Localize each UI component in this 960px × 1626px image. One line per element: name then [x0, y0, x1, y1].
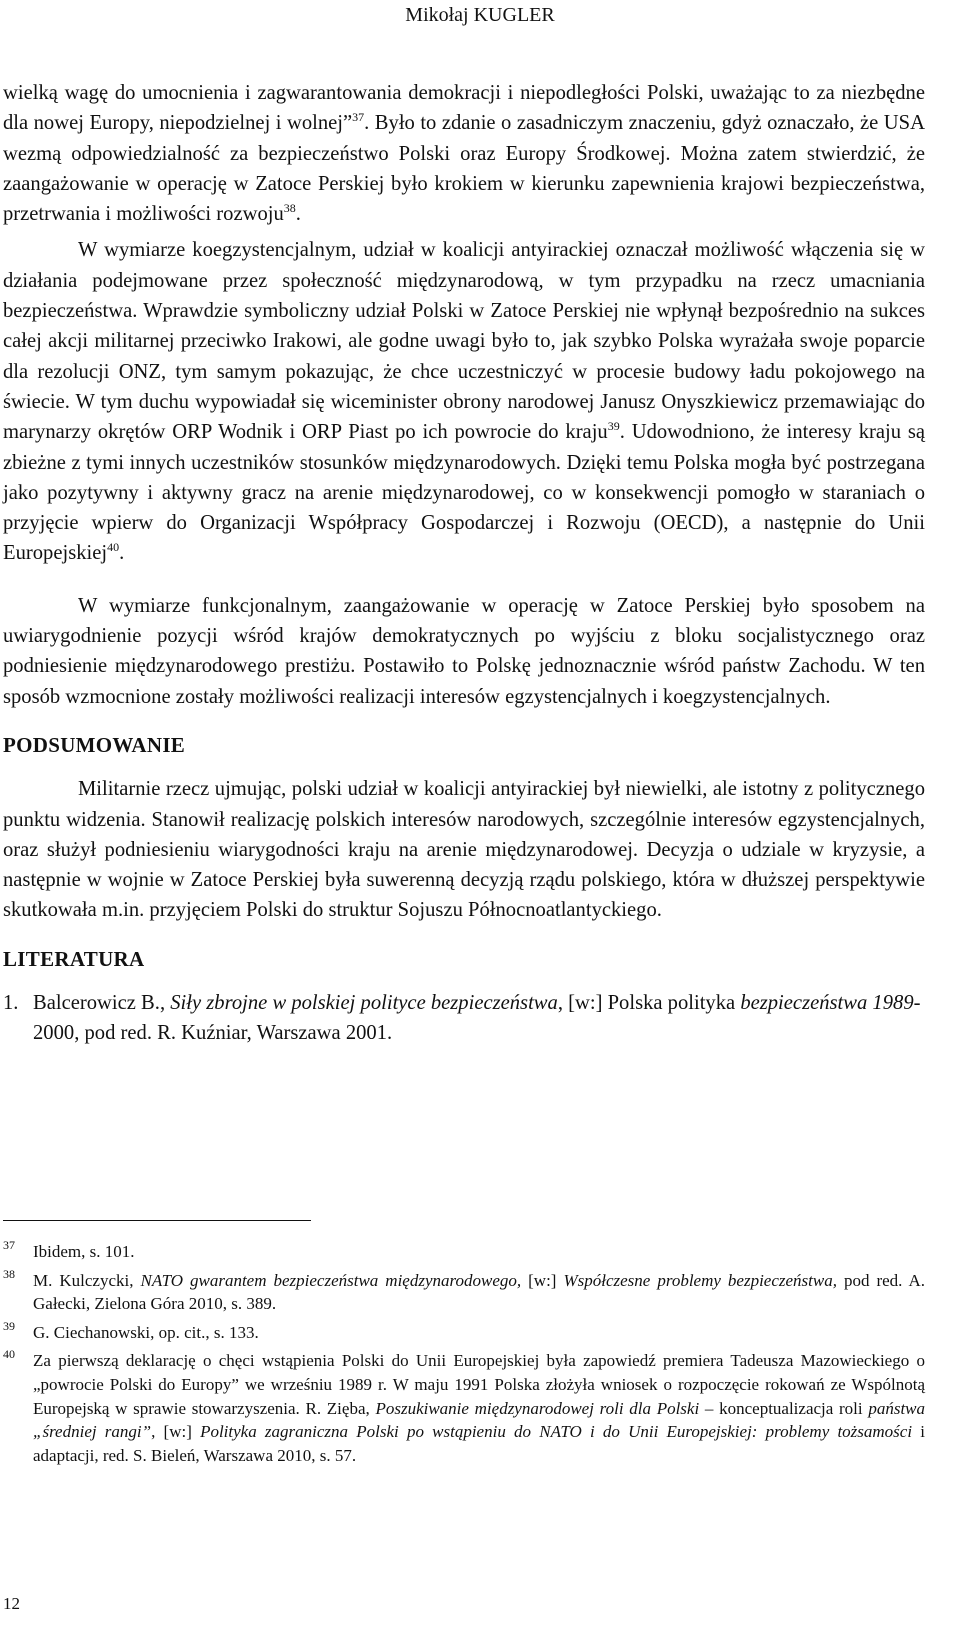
text-run: 2000, pod red. R. Kuźniar, Warszawa 2001.: [33, 1022, 393, 1045]
main-text: [3, 78, 925, 1049]
text-run: Współczesne problemy bezpieczeństwa,: [563, 1270, 837, 1290]
footnote-number: 37: [3, 1238, 15, 1252]
text-run: , [w:] Polska polityka: [557, 992, 741, 1015]
page-number: 12: [3, 1594, 20, 1613]
footnotes: [3, 1240, 925, 1472]
text-run: Siły zbrojne w polskiej polityce bezpieczeństwa: [170, 992, 558, 1015]
list-number: 1.: [3, 992, 19, 1015]
text-run: Za pierwszą deklarację o chęci wstąpienia Polski do Unii Europejskiej była zapowiedź premiera Tadeusza Mazowieckiego o „powrocie Polski do Europy” we wrześniu 1989 r. W maju 1991 Polska złożyła wniosek o rozpoczęcie rokowań ze Wspólnotą Europejską w sprawie stowarzyszenia. R. Zięba,: [33, 1351, 925, 1418]
text-run: Poszukiwanie międzynarodowej roli dla Polski: [375, 1398, 700, 1418]
text-run: W wymiarze koegzystencjalnym, udział w koalicji antyirackiej oznaczał możliwość włączenia się w działania podejmowane przez społeczność międzynarodową, w tym przypadku na rzecz umacniania bezpieczeństwa. Wprawdzie symboliczny udział Polski w Zatoce Perskiej nie wpłynął bezpośrednio na sukces całej akcji militarnej przeciwko Irakowi, ale godne uwagi było to, jak szybko Polska wyrażała swoje poparcie dla rezolucji ONZ, tym samym pokazując, że chce uczestniczyć w procesie budowy ładu pokojowego na świecie. W tym duchu wypowiadał się wiceminister obrony narodowej Janusz Onyszkiewicz przemawiając do marynarzy okrętów ORP Wodnik i ORP Piast po ich powrocie do kraju: [3, 239, 925, 444]
text-run: .: [119, 542, 125, 565]
footnote-number: 39: [3, 1318, 15, 1333]
text-run: . Udowodniono, że interesy kraju są zbieżne z tymi innych uczestników stosunków międzynarodowych. Dzięki temu Polska mogła być postrzegana jako pozytywny i aktywny gracz na arenie międzynarodowej, co w konsekwencji pomogło w staraniach o przyjęcie wpierw do Organizacji Współpracy Gospodarczej i Rozwoju (OECD), a następnie do Unii Europejskiej: [3, 421, 926, 565]
text-run: G. Ciechanowski, op. cit., s. 133.: [33, 1322, 259, 1342]
text-run: .: [295, 203, 301, 226]
text-run: bezpieczeństwa 1989-: [740, 992, 921, 1015]
footnote: [3, 1240, 925, 1264]
text-run: pod red. A. Gałecki, Zielona Góra 2010, s. 389.: [33, 1270, 926, 1314]
text-run: [w:]: [521, 1270, 564, 1290]
paragraph: [3, 78, 925, 229]
text-run: państwa „średniej rangi”: [33, 1398, 926, 1442]
footnote-number: 40: [3, 1347, 15, 1362]
text-run: M. Kulczycki,: [33, 1270, 141, 1290]
text-run: Polityka zagraniczna Polski po wstąpieniu do NATO i do Unii Europejskiej: problemy tożsamości: [200, 1422, 913, 1442]
text-run: – konceptualizacja roli: [699, 1398, 869, 1418]
running-header: Mikołaj KUGLER: [405, 4, 555, 26]
footnote-ref[interactable]: 37: [352, 110, 365, 125]
text-run: wielką wagę do umocnienia i zagwarantowania demokracji i niepodległości Polski, uważając to za niezbędne dla nowej Europy, niepodzielnej i wolnej”: [3, 82, 925, 135]
paragraph: W wymiarze funkcjonalnym, zaangażowanie w operację w Zatoce Perskiej było sposobem na uwiarygodnienie pozycji wśród krajów demokratycznych po wyjściu z bloku socjalistycznego oraz podniesienie międzynarodowego prestiżu. Postawiło to Polskę jednoznacznie wśród państw Zachodu. W ten sposób wzmocnione zostały możliwości realizacji interesów egzystencjalnych i koegzystencjalnych.: [3, 594, 925, 708]
literature-list: [3, 988, 925, 1049]
footnote: [3, 1318, 925, 1345]
footnote-ref[interactable]: 38: [283, 201, 296, 216]
paragraph: Militarnie rzecz ujmując, polski udział w koalicji antyirackiej był niewielki, ale istotny z politycznego punktu widzenia. Stanowił realizację polskich interesów narodowych, szczególnie interesów egzystencjalnych, oraz służył podniesieniu wiarygodności kraju na arenie międzynarodowej. Decyzja o udziale w kryzysie, a następnie w wojnie w Zatoce Perskiej była suwerenną decyzją rządu polskiego, która w dłuższej perspektywie skutkowała m.in. przyjęciem Polski do struktur Sojuszu Północnoatlantyckiego.: [3, 778, 925, 922]
footnote-number: 38: [3, 1266, 15, 1281]
text-run: . Było to zdanie o zasadniczym znaczeniu, gdyż oznaczało, że USA wezmą odpowiedzialność za bezpieczeństwo Polski oraz Europy Środkowej. Można zatem stwierdzić, że zaangażowanie w operację w Zatoce Perskiej było krokiem w kierunku zapewnienia krajowi bezpieczeństwa, przetrwania i możliwości rozwoju: [3, 112, 925, 226]
section-heading: LITERATURA: [3, 946, 145, 971]
footnote: [3, 1349, 925, 1467]
footnote: [3, 1266, 926, 1316]
footnote-ref[interactable]: 39: [607, 419, 620, 434]
text-run: i adaptacji, red. S. Bieleń, Warszawa 2010, s. 57.: [33, 1422, 925, 1465]
section-heading: PODSUMOWANIE: [3, 732, 186, 757]
text-run: NATO gwarantem bezpieczeństwa międzynarodowego,: [140, 1270, 522, 1290]
text-run: Ibidem, s. 101.: [33, 1242, 135, 1261]
text-run: , [w:]: [151, 1422, 201, 1442]
text-run: Balcerowicz B.,: [33, 992, 171, 1015]
footnote-ref[interactable]: 40: [107, 540, 120, 555]
list-item: [3, 988, 925, 1049]
paragraph: [3, 235, 925, 568]
footnote-divider: [3, 1220, 311, 1221]
